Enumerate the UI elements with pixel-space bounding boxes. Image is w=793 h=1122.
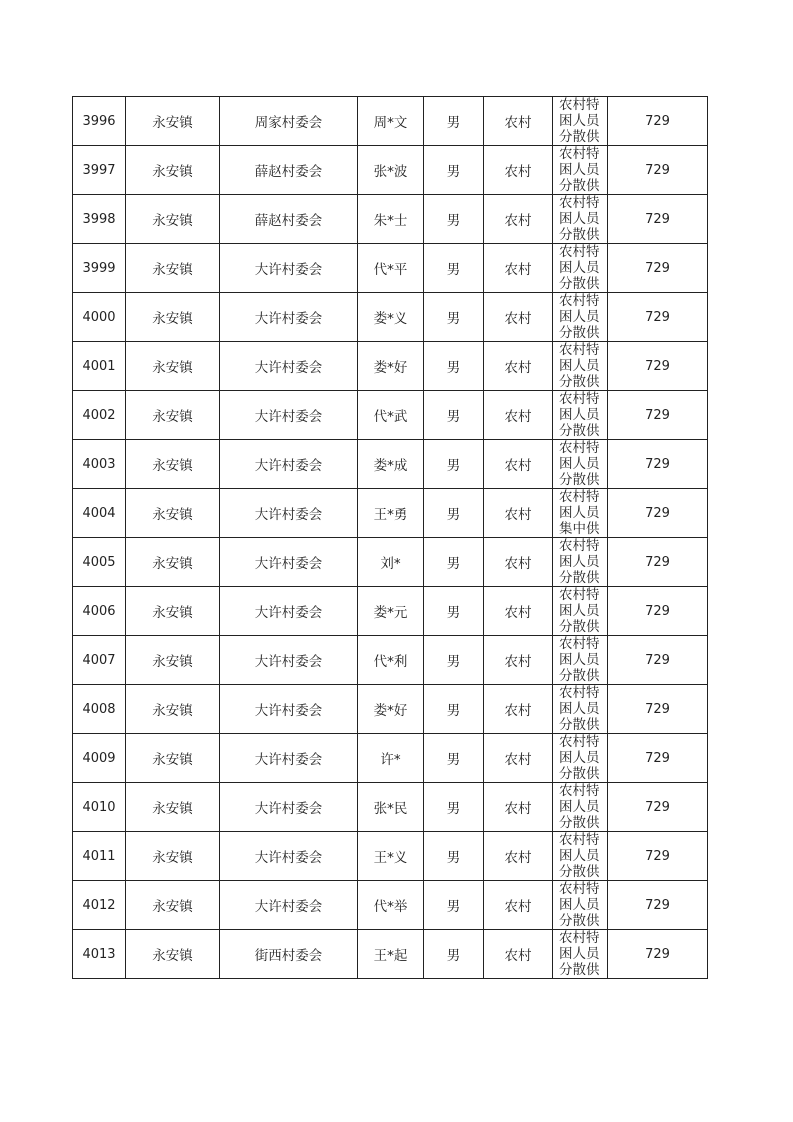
category-cell	[553, 783, 608, 832]
table-row	[73, 930, 708, 979]
village-cell: 薛赵村委会	[220, 195, 358, 244]
area-cell: 农村	[484, 734, 553, 783]
village-cell: 大许村委会	[220, 734, 358, 783]
category-text: 农村特困人员分散供	[559, 783, 600, 831]
amount-cell: 729	[608, 636, 708, 685]
row-number-cell: 4006	[73, 587, 126, 636]
village-cell: 大许村委会	[220, 832, 358, 881]
town-cell: 永安镇	[126, 832, 220, 881]
gender-cell: 男	[424, 587, 484, 636]
row-number-cell: 3997	[73, 146, 126, 195]
area-cell: 农村	[484, 832, 553, 881]
town-cell: 永安镇	[126, 342, 220, 391]
row-number-cell: 3998	[73, 195, 126, 244]
category-text: 农村特困人员分散供	[559, 97, 600, 145]
amount-cell: 729	[608, 440, 708, 489]
gender-cell: 男	[424, 685, 484, 734]
name-cell: 朱*士	[358, 195, 424, 244]
row-number-cell: 3996	[73, 97, 126, 146]
row-number-cell: 3999	[73, 244, 126, 293]
gender-cell: 男	[424, 783, 484, 832]
town-cell: 永安镇	[126, 734, 220, 783]
gender-cell: 男	[424, 391, 484, 440]
town-cell: 永安镇	[126, 391, 220, 440]
town-cell: 永安镇	[126, 195, 220, 244]
category-text: 农村特困人员集中供	[559, 489, 600, 537]
row-number-cell: 4013	[73, 930, 126, 979]
row-number-cell: 4003	[73, 440, 126, 489]
category-text: 农村特困人员分散供	[559, 244, 600, 292]
table-row	[73, 293, 708, 342]
table-row	[73, 97, 708, 146]
gender-cell: 男	[424, 832, 484, 881]
gender-cell: 男	[424, 293, 484, 342]
gender-cell: 男	[424, 440, 484, 489]
area-cell: 农村	[484, 881, 553, 930]
category-cell	[553, 195, 608, 244]
table-row	[73, 538, 708, 587]
area-cell: 农村	[484, 783, 553, 832]
row-number-cell: 4012	[73, 881, 126, 930]
area-cell: 农村	[484, 636, 553, 685]
town-cell: 永安镇	[126, 685, 220, 734]
name-cell: 刘*	[358, 538, 424, 587]
gender-cell: 男	[424, 930, 484, 979]
category-text: 农村特困人员分散供	[559, 636, 600, 684]
table-row	[73, 342, 708, 391]
category-cell	[553, 97, 608, 146]
category-text: 农村特困人员分散供	[559, 342, 600, 390]
gender-cell: 男	[424, 146, 484, 195]
area-cell: 农村	[484, 587, 553, 636]
area-cell: 农村	[484, 391, 553, 440]
category-cell	[553, 538, 608, 587]
amount-cell: 729	[608, 293, 708, 342]
town-cell: 永安镇	[126, 587, 220, 636]
amount-cell: 729	[608, 881, 708, 930]
area-cell: 农村	[484, 146, 553, 195]
village-cell: 大许村委会	[220, 685, 358, 734]
name-cell: 娄*成	[358, 440, 424, 489]
village-cell: 薛赵村委会	[220, 146, 358, 195]
name-cell: 娄*好	[358, 685, 424, 734]
name-cell: 王*起	[358, 930, 424, 979]
gender-cell: 男	[424, 195, 484, 244]
table-row	[73, 440, 708, 489]
village-cell: 大许村委会	[220, 783, 358, 832]
category-text: 农村特困人员分散供	[559, 293, 600, 341]
category-text: 农村特困人员分散供	[559, 587, 600, 635]
records-table	[72, 96, 708, 979]
area-cell: 农村	[484, 440, 553, 489]
amount-cell: 729	[608, 587, 708, 636]
gender-cell: 男	[424, 881, 484, 930]
row-number-cell: 4009	[73, 734, 126, 783]
table-row	[73, 195, 708, 244]
village-cell: 大许村委会	[220, 538, 358, 587]
category-text: 农村特困人员分散供	[559, 146, 600, 194]
category-text: 农村特困人员分散供	[559, 832, 600, 880]
category-cell	[553, 685, 608, 734]
category-cell	[553, 489, 608, 538]
table-row	[73, 489, 708, 538]
category-text: 农村特困人员分散供	[559, 538, 600, 586]
amount-cell: 729	[608, 146, 708, 195]
name-cell: 代*利	[358, 636, 424, 685]
area-cell: 农村	[484, 489, 553, 538]
amount-cell: 729	[608, 832, 708, 881]
amount-cell: 729	[608, 342, 708, 391]
table-row	[73, 587, 708, 636]
table-row	[73, 783, 708, 832]
area-cell: 农村	[484, 685, 553, 734]
area-cell: 农村	[484, 342, 553, 391]
gender-cell: 男	[424, 538, 484, 587]
category-text: 农村特困人员分散供	[559, 930, 600, 978]
village-cell: 大许村委会	[220, 342, 358, 391]
category-text: 农村特困人员分散供	[559, 391, 600, 439]
name-cell: 张*波	[358, 146, 424, 195]
village-cell: 大许村委会	[220, 293, 358, 342]
village-cell: 大许村委会	[220, 440, 358, 489]
row-number-cell: 4000	[73, 293, 126, 342]
name-cell: 代*武	[358, 391, 424, 440]
category-text: 农村特困人员分散供	[559, 881, 600, 929]
amount-cell: 729	[608, 391, 708, 440]
category-text: 农村特困人员分散供	[559, 685, 600, 733]
category-cell	[553, 293, 608, 342]
area-cell: 农村	[484, 930, 553, 979]
town-cell: 永安镇	[126, 489, 220, 538]
area-cell: 农村	[484, 538, 553, 587]
area-cell: 农村	[484, 195, 553, 244]
village-cell: 街西村委会	[220, 930, 358, 979]
category-cell	[553, 930, 608, 979]
category-cell	[553, 881, 608, 930]
name-cell: 许*	[358, 734, 424, 783]
village-cell: 大许村委会	[220, 489, 358, 538]
name-cell: 娄*元	[358, 587, 424, 636]
name-cell: 周*文	[358, 97, 424, 146]
name-cell: 娄*好	[358, 342, 424, 391]
table-row	[73, 146, 708, 195]
category-text: 农村特困人员分散供	[559, 440, 600, 488]
amount-cell: 729	[608, 685, 708, 734]
category-cell	[553, 832, 608, 881]
name-cell: 娄*义	[358, 293, 424, 342]
name-cell: 王*勇	[358, 489, 424, 538]
gender-cell: 男	[424, 244, 484, 293]
village-cell: 大许村委会	[220, 391, 358, 440]
row-number-cell: 4002	[73, 391, 126, 440]
amount-cell: 729	[608, 97, 708, 146]
gender-cell: 男	[424, 342, 484, 391]
area-cell: 农村	[484, 293, 553, 342]
row-number-cell: 4010	[73, 783, 126, 832]
area-cell: 农村	[484, 244, 553, 293]
amount-cell: 729	[608, 538, 708, 587]
category-cell	[553, 342, 608, 391]
category-cell	[553, 587, 608, 636]
gender-cell: 男	[424, 734, 484, 783]
amount-cell: 729	[608, 734, 708, 783]
row-number-cell: 4008	[73, 685, 126, 734]
category-text: 农村特困人员分散供	[559, 195, 600, 243]
row-number-cell: 4011	[73, 832, 126, 881]
category-cell	[553, 146, 608, 195]
town-cell: 永安镇	[126, 636, 220, 685]
row-number-cell: 4007	[73, 636, 126, 685]
row-number-cell: 4004	[73, 489, 126, 538]
village-cell: 大许村委会	[220, 636, 358, 685]
category-cell	[553, 734, 608, 783]
amount-cell: 729	[608, 783, 708, 832]
gender-cell: 男	[424, 636, 484, 685]
town-cell: 永安镇	[126, 146, 220, 195]
name-cell: 代*平	[358, 244, 424, 293]
row-number-cell: 4001	[73, 342, 126, 391]
town-cell: 永安镇	[126, 293, 220, 342]
table-row	[73, 881, 708, 930]
category-cell	[553, 391, 608, 440]
village-cell: 大许村委会	[220, 881, 358, 930]
table-row	[73, 685, 708, 734]
name-cell: 张*民	[358, 783, 424, 832]
gender-cell: 男	[424, 489, 484, 538]
area-cell: 农村	[484, 97, 553, 146]
gender-cell: 男	[424, 97, 484, 146]
village-cell: 大许村委会	[220, 244, 358, 293]
row-number-cell: 4005	[73, 538, 126, 587]
amount-cell: 729	[608, 930, 708, 979]
town-cell: 永安镇	[126, 440, 220, 489]
name-cell: 代*举	[358, 881, 424, 930]
amount-cell: 729	[608, 489, 708, 538]
town-cell: 永安镇	[126, 930, 220, 979]
name-cell: 王*义	[358, 832, 424, 881]
town-cell: 永安镇	[126, 97, 220, 146]
town-cell: 永安镇	[126, 538, 220, 587]
table-row	[73, 391, 708, 440]
table-row	[73, 734, 708, 783]
table-row	[73, 244, 708, 293]
category-cell	[553, 440, 608, 489]
category-text: 农村特困人员分散供	[559, 734, 600, 782]
table-row	[73, 636, 708, 685]
category-cell	[553, 244, 608, 293]
amount-cell: 729	[608, 195, 708, 244]
village-cell: 周家村委会	[220, 97, 358, 146]
town-cell: 永安镇	[126, 244, 220, 293]
table-row	[73, 832, 708, 881]
category-cell	[553, 636, 608, 685]
village-cell: 大许村委会	[220, 587, 358, 636]
town-cell: 永安镇	[126, 783, 220, 832]
town-cell: 永安镇	[126, 881, 220, 930]
amount-cell: 729	[608, 244, 708, 293]
